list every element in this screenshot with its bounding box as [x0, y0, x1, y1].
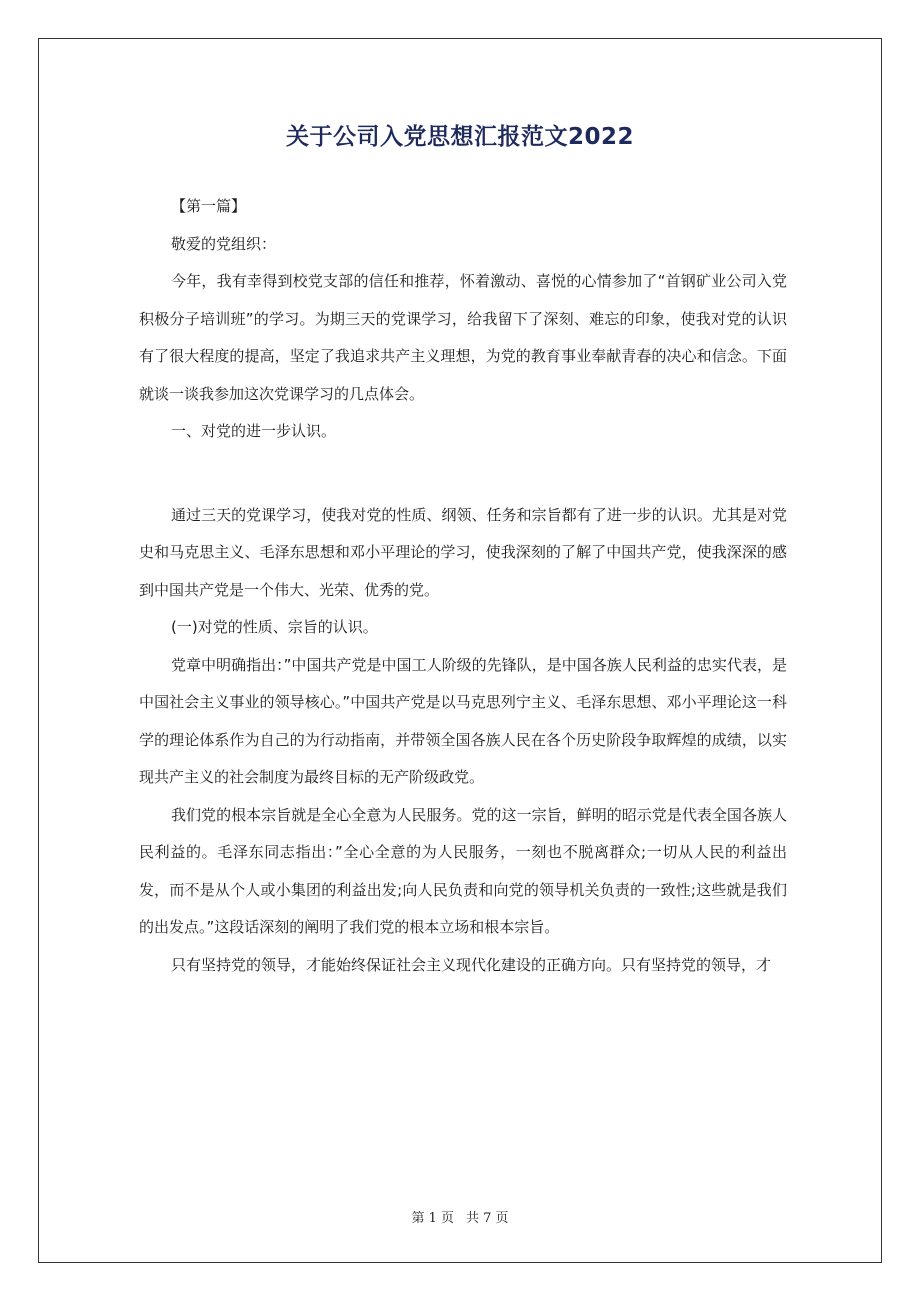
paragraph-party-leadership: 只有坚持党的领导，才能始终保证社会主义现代化建设的正确方向。只有坚持党的领导，才 — [171, 955, 772, 974]
document-title: 关于公司入党思想汇报范文2022 — [285, 124, 634, 150]
subsection-heading-1: (一)对党的性质、宗旨的认识。 — [171, 618, 378, 636]
page-footer — [0, 1207, 920, 1226]
page-number: 第 1 页 — [411, 1211, 454, 1226]
paragraph-fundamental-purpose: 我们党的根本宗旨就是全心全意为人民服务。党的这一宗旨，鲜明的昭示党是代表全国各族人民利益的。毛泽东同志指出：”全心全意的为人民服务，一刻也不脱离群众;一切从人民的利益出发，而不是从个人或小集团的利益出发;向人民负责和向党的领导机关负责的一致性;这些就是我们的出发点。”这段话深刻的阐明了我们党的根本立场和根本宗旨。 — [139, 805, 787, 936]
section-heading-part-one: 【第一篇】 — [171, 197, 247, 215]
document-body — [139, 188, 787, 984]
page-total: 共 7 页 — [466, 1211, 509, 1226]
paragraph-understanding: 通过三天的党课学习，使我对党的性质、纲领、任务和宗旨都有了进一步的认识。尤其是对党史和马克思主义、毛泽东思想和邓小平理论的学习，使我深刻的了解了中国共产党，使我深深的感到中国共产党是一个伟大、光荣、优秀的党。 — [139, 505, 787, 599]
paragraph-intro: 今年，我有幸得到校党支部的信任和推荐，怀着激动、喜悦的心情参加了“首钢矿业公司入党积极分子培训班”的学习。为期三天的党课学习，给我留下了深刻、难忘的印象，使我对党的认识有了很大程度的提高，坚定了我追求共产主义理想，为党的教育事业奉献青春的决心和信念。下面就谈一谈我参加这次党课学习的几点体会。 — [139, 272, 787, 403]
paragraph-party-constitution: 党章中明确指出：”中国共产党是中国工人阶级的先锋队，是中国各族人民利益的忠实代表，是中国社会主义事业的领导核心。”中国共产党是以马克思列宁主义、毛泽东思想、邓小平理论这一科学的理论体系作为自己的为行动指南，并带领全国各族人民在各个历史阶段争取辉煌的成绩，以实现共产主义的社会制度为最终目标的无产阶级政党。 — [139, 655, 787, 786]
salutation: 敬爱的党组织： — [171, 234, 277, 253]
section-heading-1: 一、对党的进一步认识。 — [171, 422, 337, 440]
